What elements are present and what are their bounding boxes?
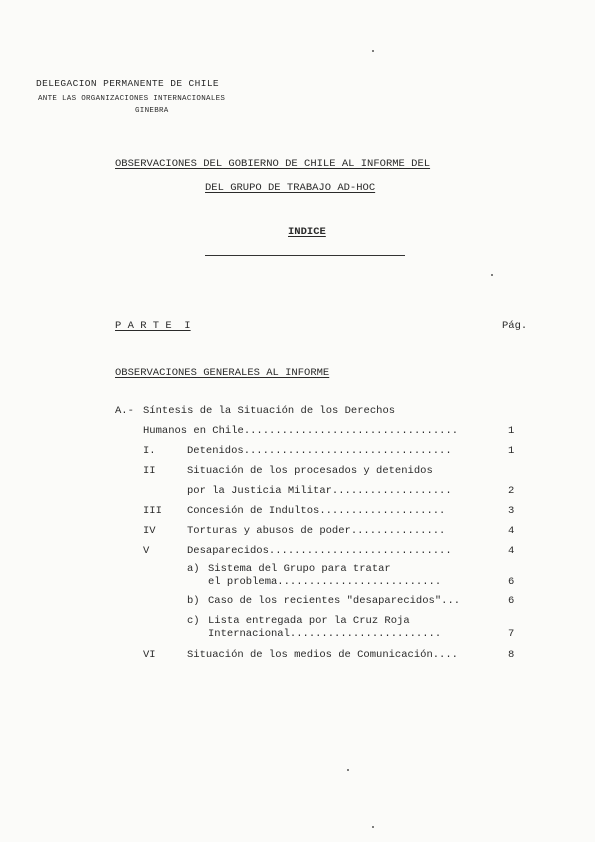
toc-subentry-letter: a) (187, 563, 200, 575)
toc-entry-title: Síntesis de la Situación de los Derechos (143, 405, 396, 417)
toc-entry-title: Torturas y abusos de poder............... (187, 525, 446, 537)
toc-subentry-letter: b) (187, 595, 200, 607)
toc-subentry-title: Sistema del Grupo para tratar (208, 563, 391, 575)
part-label: P A R T E I (115, 320, 191, 332)
toc-entry-number: V (143, 545, 150, 557)
toc-entry-number: III (143, 505, 162, 517)
toc-subentry-letter: c) (187, 615, 200, 627)
scan-speck (372, 826, 374, 828)
toc-entry-page: 3 (508, 505, 515, 517)
toc-entry-number: I. (143, 445, 156, 457)
toc-entry-page: 4 (508, 525, 515, 537)
toc-entry-page: 1 (508, 445, 515, 457)
toc-entry-title-cont: Humanos en Chile.................................. (143, 425, 459, 437)
toc-entry-title: Desaparecidos............................. (187, 545, 452, 557)
header-line-1: DELEGACION PERMANENTE DE CHILE (36, 78, 220, 89)
toc-entry-title: Detenidos................................. (187, 445, 452, 457)
toc-entry-page: 7 (508, 628, 515, 640)
toc-entry-number: A.- (115, 405, 134, 417)
toc-entry-title: Situación de los procesados y detenidos (187, 465, 433, 477)
section-heading: OBSERVACIONES GENERALES AL INFORME (115, 367, 330, 379)
title-line-1: OBSERVACIONES DEL GOBIERNO DE CHILE AL INFORME DEL (115, 158, 431, 170)
toc-entry-page: 8 (508, 649, 515, 661)
separator-rule (205, 255, 405, 256)
toc-entry-number: II (143, 465, 156, 477)
toc-subentry-title: Lista entregada por la Cruz Roja (208, 615, 410, 627)
title-line-2: DEL GRUPO DE TRABAJO AD-HOC (205, 182, 376, 194)
toc-entry-number: VI (143, 649, 156, 661)
toc-entry-title-cont: por la Justicia Militar................... (187, 485, 452, 497)
scan-speck (347, 769, 349, 771)
header-line-3: GINEBRA (135, 107, 169, 115)
toc-entry-number: IV (143, 525, 156, 537)
header-line-2: ANTE LAS ORGANIZACIONES INTERNACIONALES (38, 95, 226, 103)
toc-entry-title: Situación de los medios de Comunicación.... (187, 649, 458, 661)
toc-subentry-title: Caso de los recientes "desaparecidos"... (208, 595, 461, 607)
toc-entry-page: 6 (508, 576, 515, 588)
toc-entry-title: Concesión de Indultos.................... (187, 505, 446, 517)
toc-entry-page: 1 (508, 425, 515, 437)
index-heading: INDICE (288, 226, 326, 238)
toc-subentry-title-cont: el problema.......................... (208, 576, 442, 588)
page-column-label: Pág. (502, 320, 528, 332)
scan-speck (491, 274, 493, 276)
toc-subentry-title-cont: Internacional........................ (208, 628, 442, 640)
toc-entry-page: 2 (508, 485, 515, 497)
scan-speck (372, 50, 374, 52)
toc-entry-page: 4 (508, 545, 515, 557)
toc-entry-page: 6 (508, 595, 515, 607)
